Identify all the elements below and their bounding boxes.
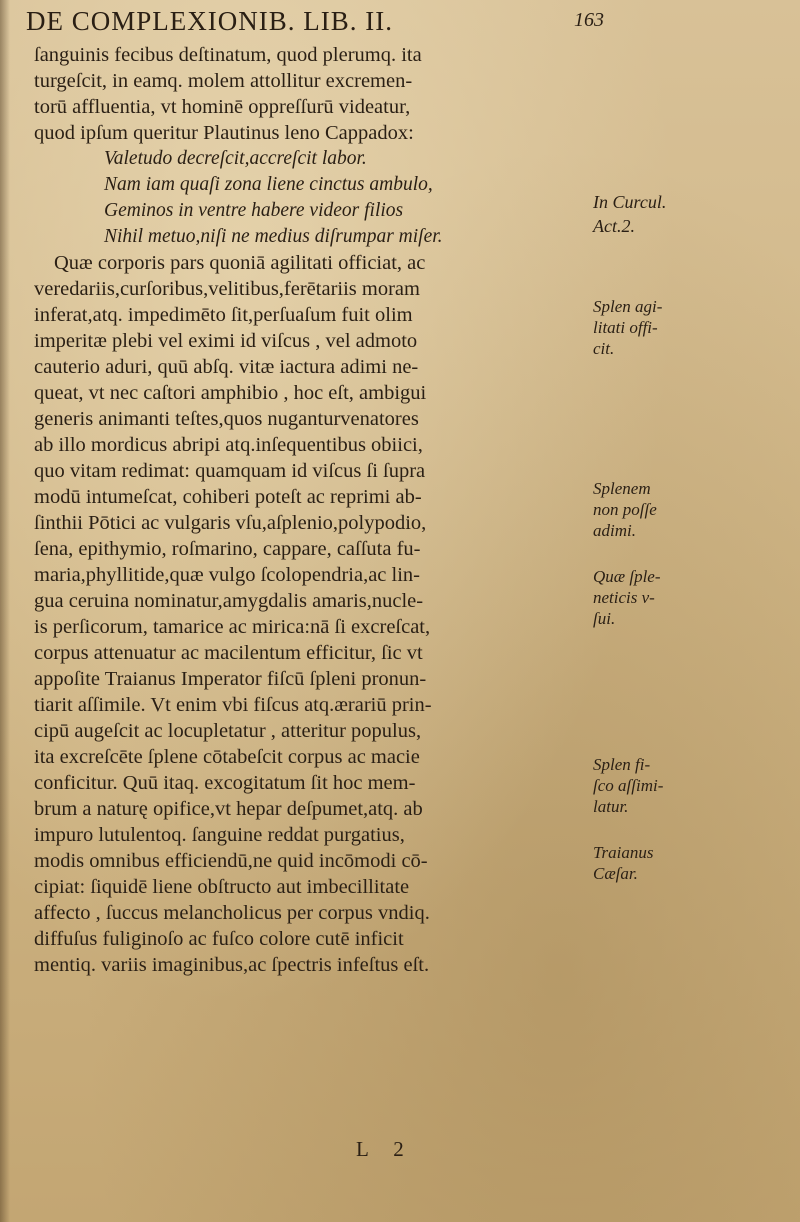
text-line: inferat,atq. impedimēto ſit,perſuaſum fuit olim bbox=[34, 304, 413, 326]
text-line: cipiat: ſiquidē liene obſtructo aut imbecillitate bbox=[34, 876, 410, 898]
marginal-note-line: non poſſe bbox=[593, 500, 657, 519]
verse-line: Geminos in ventre habere videor filios bbox=[104, 200, 404, 221]
marginal-note-line: Quæ ſple- bbox=[593, 567, 661, 586]
marginal-note-line: Act.2. bbox=[593, 216, 635, 236]
marginal-note-line: litati offi- bbox=[593, 318, 658, 337]
running-header bbox=[26, 6, 606, 40]
marginal-note bbox=[593, 478, 718, 541]
marginal-note bbox=[593, 754, 718, 817]
marginal-note-line: Traianus bbox=[593, 843, 654, 862]
text-line: modū intumeſcat, cohiberi poteſt ac reprimi ab- bbox=[34, 486, 422, 508]
text-line: cauterio aduri, quū abſq. vitæ iactura adimi ne- bbox=[34, 356, 419, 378]
text-line: generis animanti teſtes,quos nuganturvenatores bbox=[34, 408, 419, 430]
text-line: ſena, epithymio, roſmarino, cappare, caſſuta fu- bbox=[34, 538, 421, 560]
marginal-note bbox=[593, 842, 718, 884]
marginal-note-line: ſco aſſimi- bbox=[593, 776, 664, 795]
text-line: Quæ corporis pars quoniā agilitati officiat, ac bbox=[54, 252, 426, 274]
verse-line: Nihil metuo,niſi ne medius diſrumpar miſer. bbox=[104, 226, 443, 247]
marginal-note-line: Cæſar. bbox=[593, 864, 638, 883]
running-title: DE COMPLEXIONIB. LIB. II. bbox=[26, 6, 393, 36]
marginal-note-line: In Curcul. bbox=[593, 192, 667, 212]
marginal-note-line: adimi. bbox=[593, 521, 636, 540]
marginal-note bbox=[593, 190, 718, 238]
text-line: cipū augeſcit ac locupletatur , atteritur populus, bbox=[34, 720, 422, 742]
text-line: quod ipſum queritur Plautinus leno Cappadox: bbox=[34, 122, 414, 144]
text-line: brum a naturę opifice,vt hepar deſpumet,atq. ab bbox=[34, 798, 423, 820]
text-line: corpus attenuatur ac macilentum efficitur, ſic vt bbox=[34, 642, 423, 664]
text-line: turgeſcit, in eamq. molem attollitur excremen- bbox=[34, 70, 413, 92]
marginal-note-line: Splen agi- bbox=[593, 297, 663, 316]
marginal-note bbox=[593, 296, 718, 359]
text-line: veredariis,curſoribus,velitibus,ferētariis moram bbox=[34, 278, 420, 300]
marginal-note-line: ſui. bbox=[593, 609, 616, 628]
text-line: torū affluentia, vt hominē oppreſſurū videatur, bbox=[34, 96, 411, 118]
marginal-note-line: cit. bbox=[593, 339, 615, 358]
marginal-note bbox=[593, 566, 718, 629]
signature-mark: L 2 bbox=[356, 1137, 414, 1161]
marginal-note-line: Splen fi- bbox=[593, 755, 651, 774]
marginal-note-line: latur. bbox=[593, 797, 629, 816]
text-line: conficitur. Quū itaq. excogitatum ſit hoc mem- bbox=[34, 772, 416, 794]
page-number: 163 bbox=[574, 9, 604, 31]
text-line: appoſite Traianus Imperator fiſcū ſpleni pronun- bbox=[34, 668, 427, 690]
page-gutter-shadow bbox=[0, 0, 10, 1222]
text-line: imperitæ plebi vel eximi id viſcus , vel admoto bbox=[34, 330, 418, 352]
text-line: maria,phyllitide,quæ vulgo ſcolopendria,ac lin- bbox=[34, 564, 420, 586]
marginal-note-line: neticis v- bbox=[593, 588, 655, 607]
text-line: quo vitam redimat: quamquam id viſcus ſi ſupra bbox=[34, 460, 426, 482]
text-line: ſanguinis fecibus deſtinatum, quod plerumq. ita bbox=[34, 44, 422, 66]
text-line: affecto , ſuccus melancholicus per corpus vndiq. bbox=[34, 902, 430, 924]
text-line: modis omnibus efficiendū,ne quid incōmodi cō- bbox=[34, 850, 428, 872]
text-line: queat, vt nec caſtori amphibio , hoc eſt, ambigui bbox=[34, 382, 427, 404]
text-line: is perſicorum, tamarice ac mirica:nā ſi excreſcat, bbox=[34, 616, 431, 638]
main-text-column bbox=[34, 42, 604, 978]
text-line: tiarit aſſimile. Vt enim vbi fiſcus atq.ærariū prin- bbox=[34, 694, 432, 716]
text-line: ab illo mordicus abripi atq.inſequentibus obiici, bbox=[34, 434, 423, 456]
text-line: gua ceruina nominatur,amygdalis amaris,nucle- bbox=[34, 590, 424, 612]
text-line: ita excreſcēte ſplene cōtabeſcit corpus ac macie bbox=[34, 746, 420, 768]
text-line: diffuſus fuliginoſo ac fuſco colore cutē inficit bbox=[34, 928, 404, 950]
text-line: impuro lutulentoq. ſanguine reddat purgatius, bbox=[34, 824, 405, 846]
text-line: mentiq. variis imaginibus,ac ſpectris infeſtus eſt. bbox=[34, 954, 430, 976]
verse-line: Valetudo decreſcit,accreſcit labor. bbox=[104, 148, 367, 169]
marginal-note-line: Splenem bbox=[593, 479, 651, 498]
verse-line: Nam iam quaſi zona liene cinctus ambulo, bbox=[104, 174, 433, 195]
text-line: ſinthii Pōtici ac vulgaris vſu,aſplenio,polypodio, bbox=[34, 512, 427, 534]
